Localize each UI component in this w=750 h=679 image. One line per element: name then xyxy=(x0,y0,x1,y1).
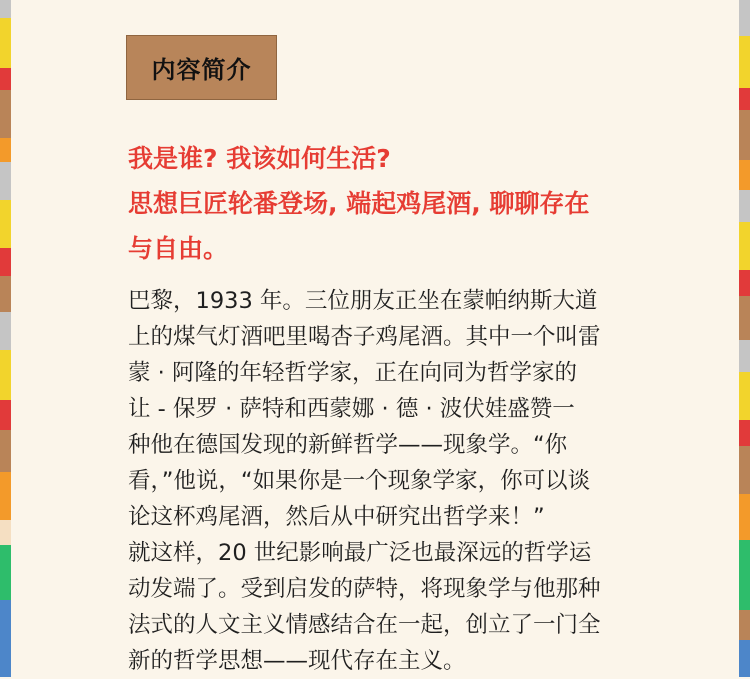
left-stripe-segment xyxy=(0,400,11,430)
body-line: 法式的人文主义情感结合在一起，创立了一门全 xyxy=(128,612,601,638)
right-stripe-segment xyxy=(739,420,750,446)
right-stripe-segment xyxy=(739,36,750,88)
left-stripe-segment xyxy=(0,138,11,162)
body-line: 就这样，20 世纪影响最广泛也最深远的哲学运 xyxy=(128,540,592,566)
right-stripe-segment xyxy=(739,0,750,36)
body-line: 种他在德国发现的新鲜哲学——现象学。“你 xyxy=(128,432,568,458)
body-line: 新的哲学思想——现代存在主义。 xyxy=(128,648,466,674)
left-stripe-segment xyxy=(0,248,11,276)
right-stripe-segment xyxy=(739,296,750,340)
left-stripe-segment xyxy=(0,0,11,18)
right-stripe-segment xyxy=(739,640,750,677)
left-stripe-segment xyxy=(0,640,11,677)
right-stripe-segment xyxy=(739,190,750,222)
left-color-stripe xyxy=(0,0,11,677)
section-title: 内容简介 xyxy=(151,56,252,84)
left-stripe-segment xyxy=(0,430,11,472)
body-paragraph xyxy=(128,283,628,679)
left-stripe-segment xyxy=(0,276,11,312)
intro-line: 我是谁? 我该如何生活? xyxy=(128,144,391,173)
body-line: 巴黎，1933 年。三位朋友正坐在蒙帕纳斯大道 xyxy=(128,288,598,314)
right-stripe-segment xyxy=(739,222,750,270)
body-line: 论这杯鸡尾酒，然后从中研究出哲学来！” xyxy=(128,504,545,530)
left-stripe-segment xyxy=(0,472,11,520)
left-stripe-segment xyxy=(0,200,11,248)
intro-highlight xyxy=(128,136,628,271)
right-stripe-segment xyxy=(739,88,750,110)
right-color-stripe xyxy=(739,0,750,677)
body-line: 看，”他说，“如果你是一个现象学家，你可以谈 xyxy=(128,468,591,494)
intro-line: 思想巨匠轮番登场, 端起鸡尾酒, 聊聊存在 xyxy=(128,189,590,218)
right-stripe-segment xyxy=(739,270,750,296)
body-line: 动发端了。受到启发的萨特，将现象学与他那种 xyxy=(128,576,601,602)
left-stripe-segment xyxy=(0,68,11,90)
right-stripe-segment xyxy=(739,160,750,190)
body-line: 蒙 · 阿隆的年轻哲学家，正在向同为哲学家的 xyxy=(128,360,577,386)
right-stripe-segment xyxy=(739,372,750,420)
right-stripe-segment xyxy=(739,610,750,640)
right-stripe-segment xyxy=(739,494,750,540)
left-stripe-segment xyxy=(0,162,11,200)
left-stripe-segment xyxy=(0,90,11,138)
body-line: 上的煤气灯酒吧里喝杏子鸡尾酒。其中一个叫雷 xyxy=(128,324,601,350)
left-stripe-segment xyxy=(0,520,11,545)
section-tag xyxy=(126,35,277,100)
left-stripe-segment xyxy=(0,545,11,600)
body-line: 让 - 保罗 · 萨特和西蒙娜 · 德 · 波伏娃盛赞一 xyxy=(128,396,575,422)
left-stripe-segment xyxy=(0,350,11,400)
left-stripe-segment xyxy=(0,600,11,640)
right-stripe-segment xyxy=(739,110,750,160)
left-stripe-segment xyxy=(0,18,11,68)
left-stripe-segment xyxy=(0,312,11,350)
right-stripe-segment xyxy=(739,340,750,372)
right-stripe-segment xyxy=(739,446,750,494)
right-stripe-segment xyxy=(739,560,750,610)
right-stripe-segment xyxy=(739,540,750,560)
intro-line: 与自由。 xyxy=(128,234,229,263)
